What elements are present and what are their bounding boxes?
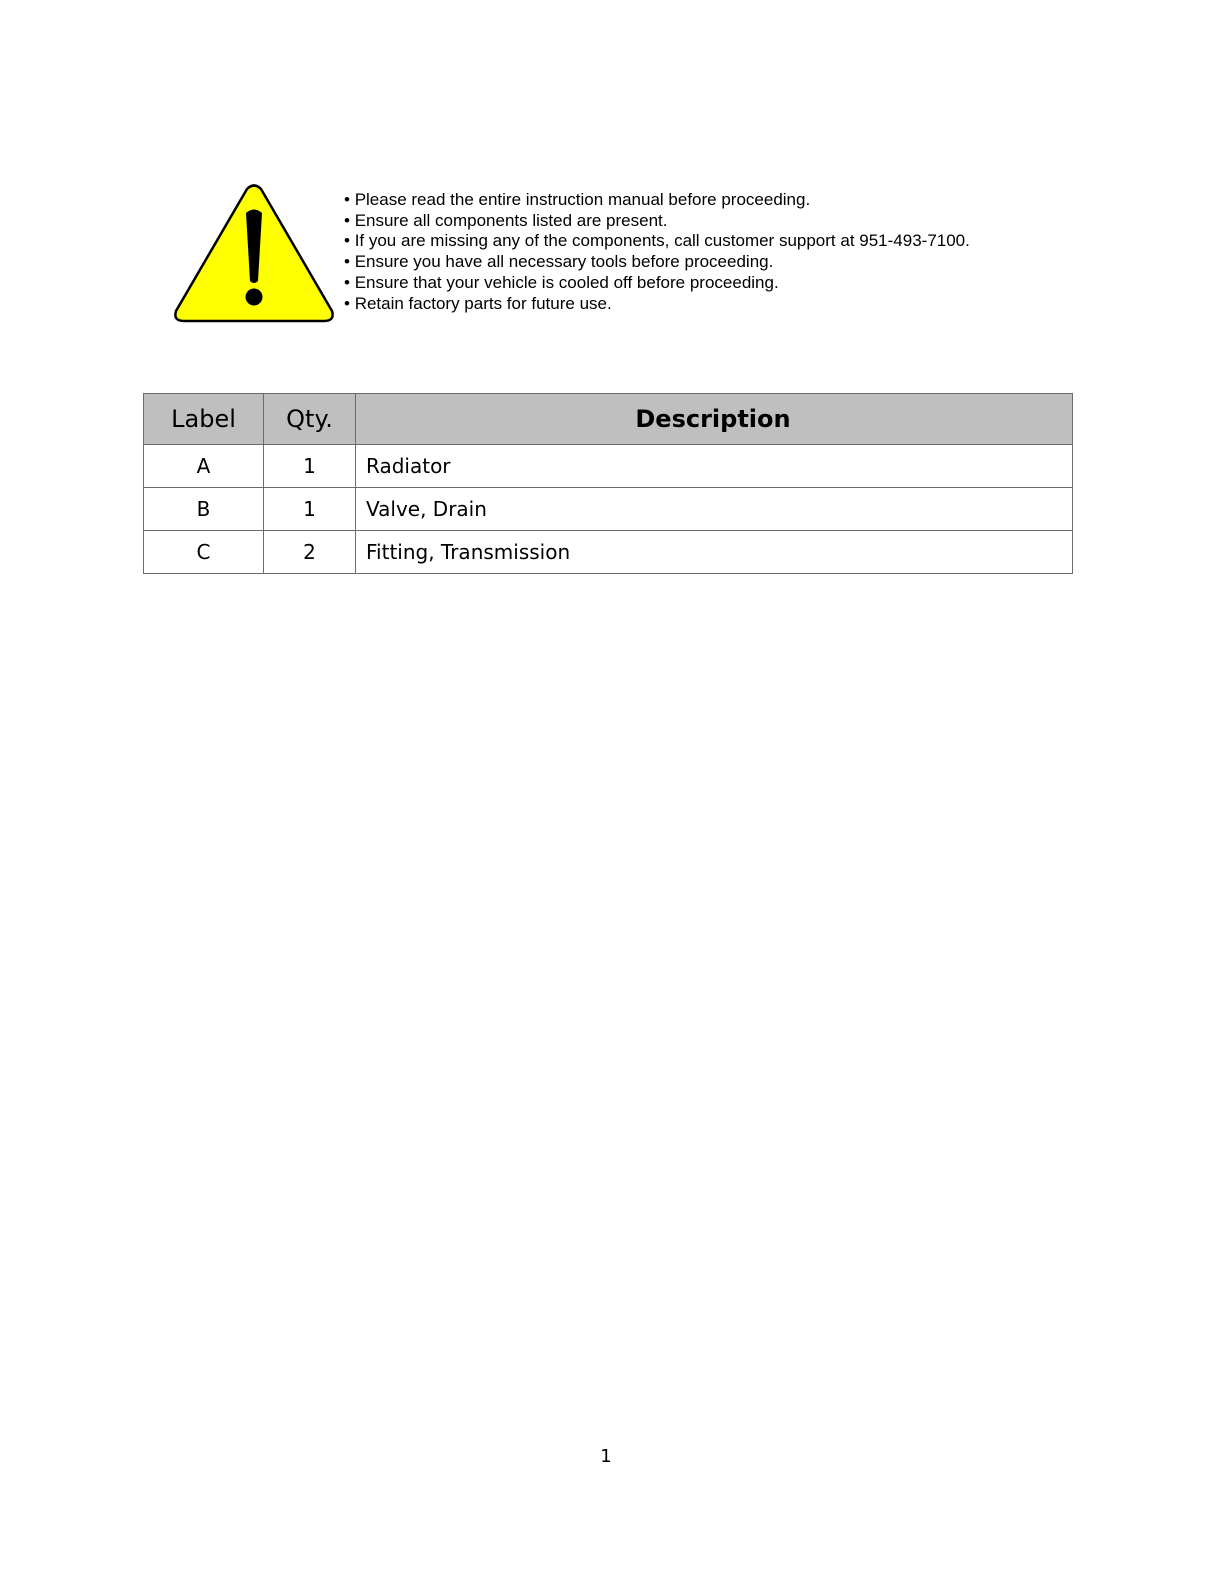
warning-block [173,183,1053,325]
cell-description: Fitting, Transmission [356,531,1073,574]
instruction-item: • If you are missing any of the components, call customer support at 951-493-7100. [344,231,970,252]
cell-label: C [144,531,264,574]
instruction-item: • Please read the entire instruction manual before proceeding. [344,190,970,211]
table-row [144,488,1073,531]
instruction-list [344,190,970,314]
table-row [144,531,1073,574]
cell-qty: 1 [264,488,356,531]
table-row [144,445,1073,488]
cell-description: Valve, Drain [356,488,1073,531]
header-label: Label [144,394,264,445]
header-description: Description [356,394,1073,445]
instruction-item: • Ensure all components listed are present. [344,211,970,232]
warning-triangle-icon [173,183,335,325]
cell-description: Radiator [356,445,1073,488]
cell-qty: 1 [264,445,356,488]
instruction-item: • Retain factory parts for future use. [344,294,970,315]
cell-qty: 2 [264,531,356,574]
header-qty: Qty. [264,394,356,445]
instruction-item: • Ensure that your vehicle is cooled off before proceeding. [344,273,970,294]
parts-table [143,393,1073,574]
page-number: 1 [600,1446,612,1467]
instruction-item: • Ensure you have all necessary tools before proceeding. [344,252,970,273]
cell-label: A [144,445,264,488]
cell-label: B [144,488,264,531]
table-header-row [144,394,1073,445]
